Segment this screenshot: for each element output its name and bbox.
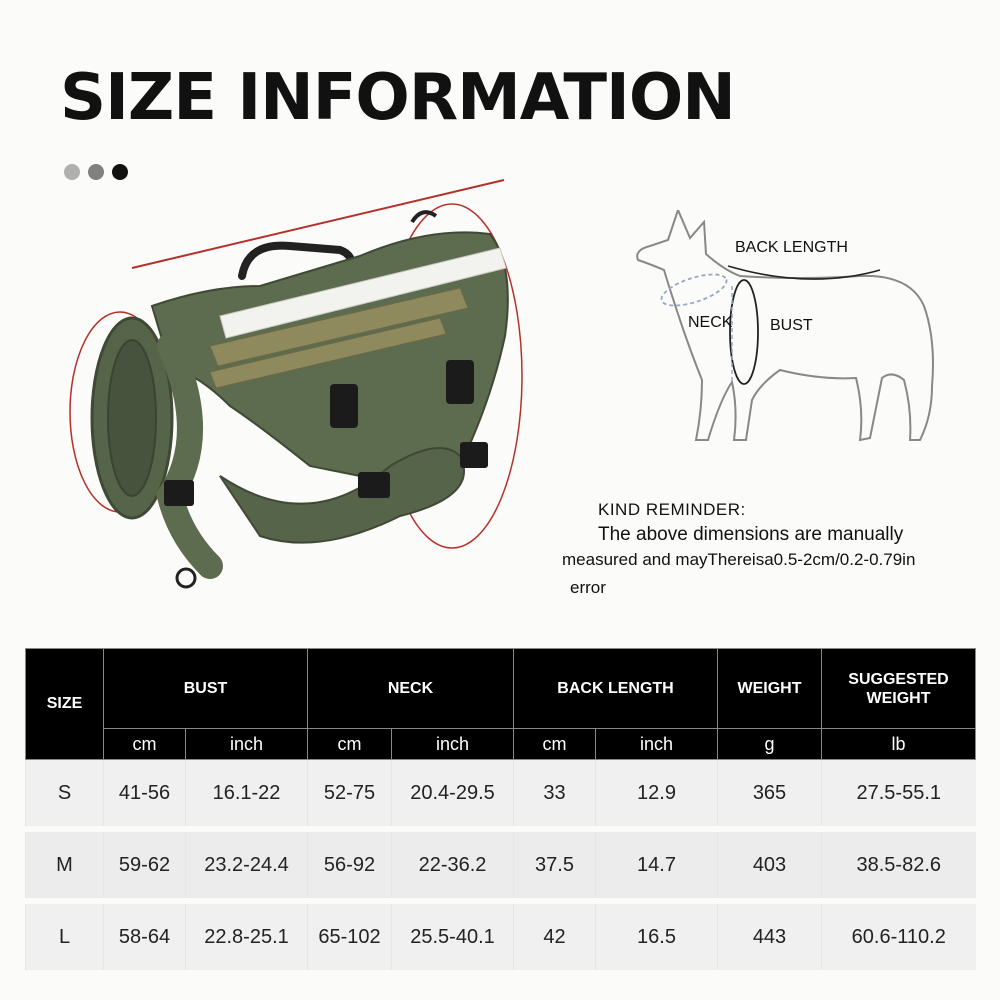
back-length-label: BACK LENGTH	[735, 239, 848, 256]
unit-header: g	[718, 729, 822, 760]
table-cell: 20.4-29.5	[392, 760, 514, 830]
table-cell: 16.5	[596, 901, 718, 973]
table-cell: 23.2-24.4	[186, 829, 308, 901]
table-cell: 12.9	[596, 760, 718, 830]
table-cell: 58-64	[104, 901, 186, 973]
table-cell: 16.1-22	[186, 760, 308, 830]
unit-header: cm	[104, 729, 186, 760]
d-ring-icon	[177, 569, 195, 587]
table-cell: 65-102	[308, 901, 392, 973]
table-cell: 365	[718, 760, 822, 830]
unit-header: inch	[392, 729, 514, 760]
size-cell: L	[26, 901, 104, 973]
reminder-line-1: The above dimensions are manually	[598, 524, 904, 545]
unit-header: cm	[308, 729, 392, 760]
table-cell: 59-62	[104, 829, 186, 901]
reminder-title: KIND REMINDER:	[598, 500, 746, 519]
table-cell: 60.6-110.2	[822, 901, 976, 973]
kind-reminder	[562, 500, 982, 598]
buckle-icon	[358, 472, 390, 498]
neck-label: NECK	[688, 314, 733, 331]
table-row	[26, 901, 976, 973]
table-cell: 22.8-25.1	[186, 901, 308, 973]
unit-header: inch	[596, 729, 718, 760]
buckle-icon	[330, 384, 358, 428]
header-weight: WEIGHT	[718, 649, 822, 729]
header-bust: BUST	[104, 649, 308, 729]
table-cell: 443	[718, 901, 822, 973]
bust-label: BUST	[770, 317, 813, 334]
page-title: SIZE INFORMATION	[60, 61, 735, 135]
table-cell: 22-36.2	[392, 829, 514, 901]
buckle-icon	[446, 360, 474, 404]
table-cell: 14.7	[596, 829, 718, 901]
table-row	[26, 760, 976, 830]
table-cell: 33	[514, 760, 596, 830]
d-ring-icon	[412, 212, 436, 222]
buckle-icon	[460, 442, 488, 468]
unit-header: inch	[186, 729, 308, 760]
table-cell: 41-56	[104, 760, 186, 830]
table-cell: 27.5-55.1	[822, 760, 976, 830]
size-cell: M	[26, 829, 104, 901]
table-cell: 37.5	[514, 829, 596, 901]
reminder-line-3: error	[570, 578, 606, 597]
buckle-icon	[164, 480, 194, 506]
header-back-length: BACK LENGTH	[514, 649, 718, 729]
header-suggested-weight: SUGGESTED WEIGHT	[822, 649, 976, 729]
table-cell: 42	[514, 901, 596, 973]
table-cell: 38.5-82.6	[822, 829, 976, 901]
size-table	[25, 648, 976, 976]
table-row	[26, 829, 976, 901]
table-cell: 56-92	[308, 829, 392, 901]
table-cell: 25.5-40.1	[392, 901, 514, 973]
header-size: SIZE	[26, 649, 104, 760]
table-cell: 403	[718, 829, 822, 901]
table-cell: 52-75	[308, 760, 392, 830]
unit-header: cm	[514, 729, 596, 760]
reminder-line-2: measured and mayThereisa0.5-2cm/0.2-0.79in	[562, 550, 916, 569]
header-neck: NECK	[308, 649, 514, 729]
size-cell: S	[26, 760, 104, 830]
harness-image	[60, 176, 530, 606]
unit-header: lb	[822, 729, 976, 760]
